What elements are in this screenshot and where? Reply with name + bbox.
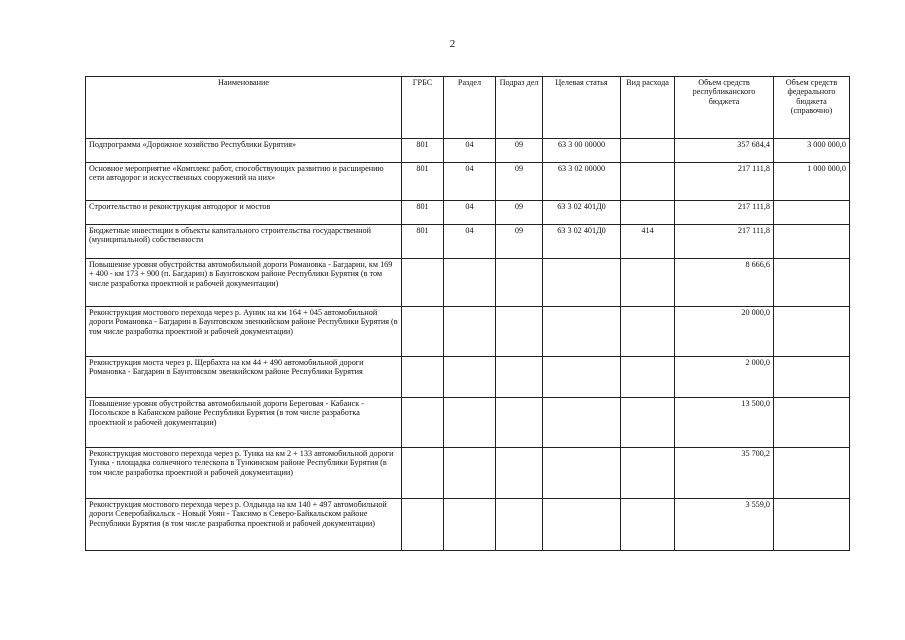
- cell-name: Реконструкция моста через р. Щербахта на км 44 + 490 автомобильной дороги Романовка - Багдарин в Баунтовском эвенкийском районе Республики Бурятия: [86, 357, 402, 398]
- header-section: Раздел: [444, 77, 496, 139]
- cell-grbs: [402, 448, 444, 499]
- cell-name: Подпрограмма «Дорожное хозяйство Республики Бурятия»: [86, 139, 402, 163]
- table-row: [86, 139, 850, 163]
- table-row: [86, 499, 850, 551]
- cell-federal-budget: [774, 307, 850, 357]
- cell-grbs: [402, 398, 444, 448]
- cell-republic-budget: 8 666,6: [675, 259, 774, 307]
- cell-republic-budget: 13 500,0: [675, 398, 774, 448]
- cell-target: [543, 448, 621, 499]
- cell-target: [543, 357, 621, 398]
- cell-federal-budget: [774, 259, 850, 307]
- table-row: [86, 225, 850, 259]
- cell-expense-type: [621, 201, 675, 225]
- cell-subsection: [496, 398, 543, 448]
- cell-section: [444, 259, 496, 307]
- cell-expense-type: [621, 499, 675, 551]
- cell-section: 04: [444, 139, 496, 163]
- cell-subsection: 09: [496, 225, 543, 259]
- cell-expense-type: [621, 448, 675, 499]
- table-row: [86, 448, 850, 499]
- budget-table: [85, 76, 850, 551]
- cell-grbs: 801: [402, 139, 444, 163]
- cell-expense-type: [621, 398, 675, 448]
- cell-federal-budget: [774, 357, 850, 398]
- cell-target: [543, 259, 621, 307]
- cell-grbs: 801: [402, 201, 444, 225]
- cell-grbs: 801: [402, 163, 444, 201]
- header-target-article: Целевая статья: [543, 77, 621, 139]
- header-expense-type: Вид расхода: [621, 77, 675, 139]
- cell-republic-budget: 3 559,0: [675, 499, 774, 551]
- cell-target: [543, 307, 621, 357]
- cell-section: 04: [444, 163, 496, 201]
- table-row: [86, 357, 850, 398]
- cell-republic-budget: 20 000,0: [675, 307, 774, 357]
- cell-name: Строительство и реконструкция автодорог и мостов: [86, 201, 402, 225]
- cell-name: Реконструкция мостового перехода через р. Ауник на км 164 + 045 автомобильной дороги Романовка - Багдарин в Баунтовском эвенкийском районе Республики Бурятия (в том числе разработка проектной и рабочей документации): [86, 307, 402, 357]
- header-republic-budget: Объем средств республиканского бюджета: [675, 77, 774, 139]
- cell-republic-budget: 357 684,4: [675, 139, 774, 163]
- cell-expense-type: [621, 259, 675, 307]
- header-grbs: ГРБС: [402, 77, 444, 139]
- table-row: [86, 307, 850, 357]
- cell-name: Основное мероприятие «Комплекс работ, способствующих развитию и расширению сети автодорог и искусственных сооружений на них»: [86, 163, 402, 201]
- cell-federal-budget: 3 000 000,0: [774, 139, 850, 163]
- table-row: [86, 163, 850, 201]
- cell-republic-budget: 217 111,8: [675, 225, 774, 259]
- cell-expense-type: [621, 307, 675, 357]
- header-federal-budget: Объем средств федерального бюджета (справочно): [774, 77, 850, 139]
- cell-section: [444, 307, 496, 357]
- cell-name: Реконструкция мостового перехода через р. Тунка на км 2 + 133 автомобильной дороги Тунка - площадка солнечного телескопа в Тункинском районе Республики Бурятия (в том числе разработка проектной и рабочей документации): [86, 448, 402, 499]
- cell-section: [444, 357, 496, 398]
- cell-expense-type: 414: [621, 225, 675, 259]
- cell-name: Бюджетные инвестиции в объекты капитального строительства государственной (муниципальной) собственности: [86, 225, 402, 259]
- table-row: [86, 259, 850, 307]
- cell-grbs: [402, 259, 444, 307]
- cell-subsection: [496, 307, 543, 357]
- cell-grbs: 801: [402, 225, 444, 259]
- cell-target: [543, 398, 621, 448]
- cell-subsection: 09: [496, 163, 543, 201]
- cell-name: Повышение уровня обустройства автомобильной дороги Береговая - Кабанск - Посольское в Кабанском районе Республики Бурятия (в том числе разработка проектной и рабочей документации): [86, 398, 402, 448]
- cell-republic-budget: 217 111,8: [675, 201, 774, 225]
- cell-federal-budget: [774, 499, 850, 551]
- cell-subsection: [496, 357, 543, 398]
- cell-subsection: [496, 259, 543, 307]
- cell-name: Повышение уровня обустройства автомобильной дороги Романовка - Багдарин, км 169 + 400 - км 173 + 900 (п. Багдарин) в Баунтовском районе Республики Бурятия (в том числе разработка проектной и рабочей документации): [86, 259, 402, 307]
- cell-target: 63 3 00 00000: [543, 139, 621, 163]
- cell-expense-type: [621, 163, 675, 201]
- header-name: Наименование: [86, 77, 402, 139]
- cell-subsection: [496, 448, 543, 499]
- cell-republic-budget: 2 000,0: [675, 357, 774, 398]
- cell-section: [444, 398, 496, 448]
- cell-subsection: [496, 499, 543, 551]
- cell-grbs: [402, 307, 444, 357]
- header-row: [86, 77, 850, 139]
- cell-federal-budget: [774, 398, 850, 448]
- cell-subsection: 09: [496, 139, 543, 163]
- table-row: [86, 398, 850, 448]
- cell-section: [444, 448, 496, 499]
- cell-section: 04: [444, 201, 496, 225]
- cell-expense-type: [621, 357, 675, 398]
- cell-federal-budget: 1 000 000,0: [774, 163, 850, 201]
- cell-federal-budget: [774, 225, 850, 259]
- cell-expense-type: [621, 139, 675, 163]
- cell-target: 63 3 02 401Д0: [543, 225, 621, 259]
- cell-grbs: [402, 499, 444, 551]
- cell-federal-budget: [774, 201, 850, 225]
- header-subsection: Подраз дел: [496, 77, 543, 139]
- table-row: [86, 201, 850, 225]
- cell-target: 63 3 02 00000: [543, 163, 621, 201]
- cell-federal-budget: [774, 448, 850, 499]
- cell-section: [444, 499, 496, 551]
- cell-grbs: [402, 357, 444, 398]
- page-number: 2: [449, 38, 456, 50]
- cell-target: 63 3 02 401Д0: [543, 201, 621, 225]
- cell-republic-budget: 217 111,8: [675, 163, 774, 201]
- cell-republic-budget: 35 700,2: [675, 448, 774, 499]
- cell-name: Реконструкция мостового перехода через р. Олдында на км 140 + 497 автомобильной дороги Северобайкальск - Новый Уоян - Таксимо в Северо-Байкальском районе Республики Бурятия (в том числе разработка проектной и рабочей документации): [86, 499, 402, 551]
- cell-section: 04: [444, 225, 496, 259]
- cell-subsection: 09: [496, 201, 543, 225]
- cell-target: [543, 499, 621, 551]
